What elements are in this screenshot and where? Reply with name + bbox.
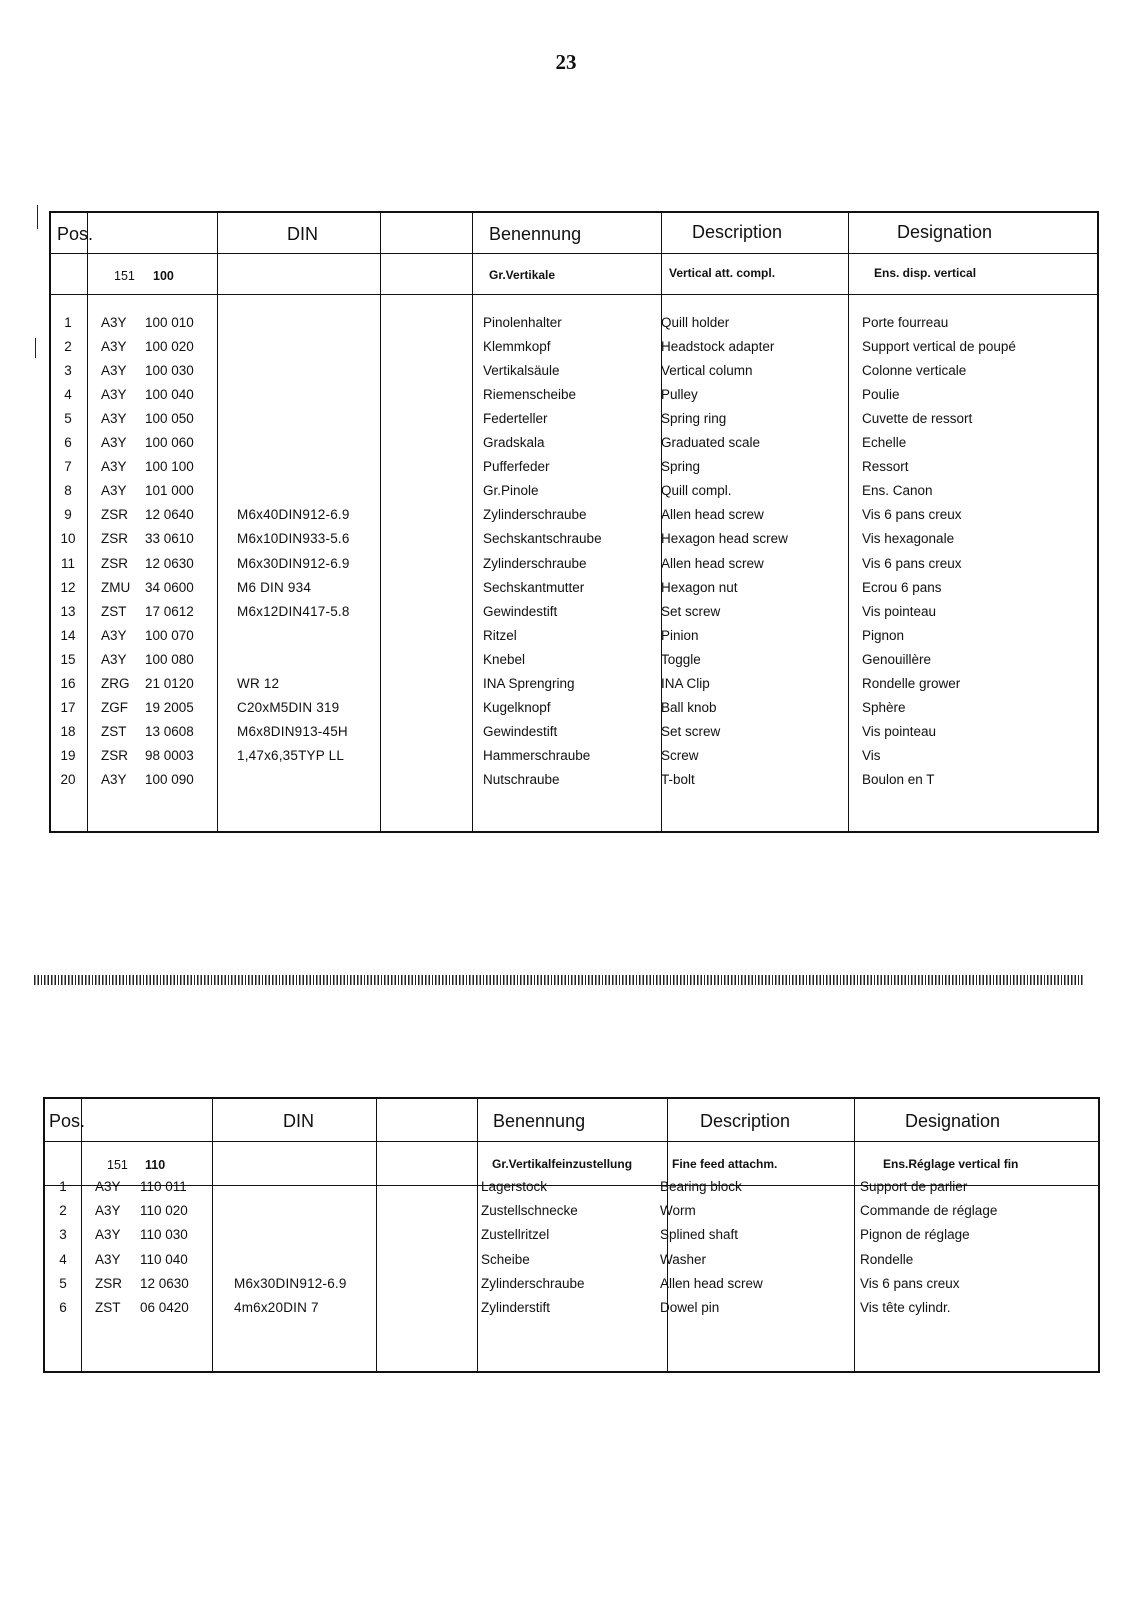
parts-table-151-110: [43, 1097, 1100, 1373]
group-benennung: Gr.Vertikalfeinzustellung: [492, 1157, 633, 1171]
col-header-din: DIN: [283, 1111, 314, 1131]
pos-cell: 6: [59, 1300, 67, 1315]
part-prefix: ZSR: [101, 507, 128, 523]
benennung: Knebel: [483, 651, 526, 667]
description: Allen head screw: [660, 1275, 763, 1291]
designation: Vis: [862, 747, 881, 763]
designation: Commande de réglage: [860, 1203, 998, 1219]
din-spec: M6x30DIN912-6.9: [234, 1275, 347, 1291]
part-number: 33 0610: [145, 531, 194, 547]
pos-cell: 3: [64, 363, 72, 379]
part-prefix: A3Y: [101, 771, 127, 787]
benennung: Ritzel: [483, 627, 517, 643]
designation: Support vertical de poupé: [862, 339, 1016, 355]
part-prefix: ZST: [101, 723, 127, 739]
part-prefix: A3Y: [101, 339, 127, 355]
description: Quill compl.: [661, 483, 732, 499]
part-prefix: ZGF: [101, 699, 128, 715]
margin-mark: [37, 205, 38, 229]
pos-cell: 2: [59, 1203, 67, 1219]
din-spec: 1,47x6,35TYP LL: [237, 747, 345, 763]
designation: Pignon: [862, 627, 905, 643]
part-number: 21 0120: [145, 675, 194, 691]
part-number: 12 0630: [140, 1275, 189, 1291]
benennung: Nutschraube: [483, 771, 560, 787]
group-description: Vertical att. compl.: [669, 266, 776, 280]
description: Hexagon nut: [661, 579, 738, 595]
benennung: Pinolenhalter: [483, 315, 562, 330]
part-number: 34 0600: [145, 579, 194, 595]
col-header-description: Description: [700, 1111, 791, 1131]
benennung: Kugelknopf: [483, 699, 551, 715]
description: Graduated scale: [661, 435, 761, 451]
description: Screw: [661, 747, 699, 763]
part-prefix: ZSR: [101, 531, 128, 547]
pos-cell: 12: [60, 579, 76, 595]
description: Pinion: [661, 627, 699, 643]
din-spec: M6x40DIN912-6.9: [237, 507, 350, 523]
part-number: 100 040: [145, 387, 194, 403]
description: Headstock adapter: [661, 339, 775, 355]
part-prefix: A3Y: [101, 627, 127, 643]
part-prefix: ZSR: [101, 555, 128, 571]
pos-cell: 6: [64, 435, 72, 451]
part-number: 100 010: [145, 315, 194, 330]
description: Worm: [660, 1203, 696, 1219]
pos-cell: 1: [64, 315, 72, 330]
col-header-din: DIN: [287, 224, 318, 244]
part-prefix: A3Y: [95, 1227, 121, 1243]
benennung: Zylinderstift: [481, 1300, 551, 1315]
designation: Ecrou 6 pans: [862, 579, 942, 595]
col-header-pos: Pos.: [49, 1111, 86, 1131]
pos-cell: 3: [59, 1227, 67, 1243]
pos-cell: 5: [64, 411, 72, 427]
benennung: Gewindestift: [483, 723, 558, 739]
benennung: Lagerstock: [481, 1179, 548, 1194]
part-prefix: A3Y: [95, 1251, 121, 1267]
group-designation: Ens.Réglage vertical fin: [883, 1157, 1019, 1171]
description: Toggle: [661, 651, 701, 667]
benennung: Gradskala: [483, 435, 545, 451]
din-spec: M6x10DIN933-5.6: [237, 531, 350, 547]
part-prefix: A3Y: [101, 483, 127, 499]
description: Washer: [660, 1251, 707, 1267]
part-number: 100 030: [145, 363, 194, 379]
pos-cell: 9: [64, 507, 72, 523]
part-prefix: ZMU: [101, 579, 131, 595]
pos-cell: 1: [59, 1179, 67, 1194]
part-number: 100 020: [145, 339, 194, 355]
part-number: 110 011: [140, 1179, 187, 1194]
pos-cell: 16: [60, 675, 76, 691]
group-description: Fine feed attachm.: [672, 1157, 778, 1171]
pos-cell: 4: [59, 1251, 67, 1267]
pos-cell: 14: [60, 627, 76, 643]
din-spec: M6 DIN 934: [237, 579, 312, 595]
designation: Vis 6 pans creux: [860, 1275, 960, 1291]
pos-cell: 5: [59, 1275, 67, 1291]
din-spec: 4m6x20DIN 7: [234, 1300, 319, 1315]
designation: Vis pointeau: [862, 723, 937, 739]
designation: Vis hexagonale: [862, 531, 955, 547]
col-header-designation: Designation: [897, 222, 993, 242]
part-prefix: ZRG: [101, 675, 130, 691]
designation: Porte fourreau: [862, 315, 949, 330]
description: Spring ring: [661, 411, 727, 427]
benennung: Zylinderschraube: [481, 1275, 585, 1291]
part-number: 06 0420: [140, 1300, 189, 1315]
part-prefix: A3Y: [101, 651, 127, 667]
part-prefix: A3Y: [101, 435, 127, 451]
designation: Pignon de réglage: [860, 1227, 970, 1243]
part-prefix: ZST: [95, 1300, 121, 1315]
benennung: Gr.Pinole: [483, 483, 539, 499]
group-designation: Ens. disp. vertical: [874, 266, 977, 280]
designation: Sphère: [862, 699, 906, 715]
col-header-description: Description: [692, 222, 783, 242]
pos-cell: 13: [60, 603, 76, 619]
benennung: Zylinderschraube: [483, 555, 587, 571]
benennung: Zylinderschraube: [483, 507, 587, 523]
col-header-benennung: Benennung: [489, 224, 582, 244]
designation: Echelle: [862, 435, 907, 451]
designation: Poulie: [862, 387, 900, 403]
pos-cell: 8: [64, 483, 72, 499]
designation: Boulon en T: [862, 771, 935, 787]
part-prefix: ZSR: [101, 747, 128, 763]
pos-cell: 20: [60, 771, 76, 787]
part-number: 100 070: [145, 627, 194, 643]
designation: Support de parlier: [860, 1179, 968, 1194]
part-prefix: ZST: [101, 603, 127, 619]
pos-cell: 15: [60, 651, 76, 667]
designation: Rondelle grower: [862, 675, 961, 691]
group-code: 151: [107, 1158, 128, 1172]
designation: Ens. Canon: [862, 483, 933, 499]
perforation-divider: [34, 975, 1084, 985]
designation: Colonne verticale: [862, 363, 967, 379]
designation: Vis pointeau: [862, 603, 937, 619]
part-number: 13 0608: [145, 723, 194, 739]
group-benennung: Gr.Vertikale: [489, 268, 556, 282]
part-number: 100 080: [145, 651, 194, 667]
designation: Genouillère: [862, 651, 932, 667]
description: Spring: [661, 459, 701, 475]
part-number: 100 090: [145, 771, 194, 787]
designation: Rondelle: [860, 1251, 914, 1267]
benennung: Federteller: [483, 411, 548, 427]
part-prefix: A3Y: [101, 363, 127, 379]
benennung: Vertikalsäule: [483, 363, 560, 379]
pos-cell: 18: [60, 723, 76, 739]
part-prefix: ZSR: [95, 1275, 122, 1291]
designation: Ressort: [862, 459, 909, 475]
din-spec: M6x8DIN913-45H: [237, 723, 348, 739]
benennung: Hammerschraube: [483, 747, 591, 763]
description: T-bolt: [661, 771, 695, 787]
description: INA Clip: [661, 675, 710, 691]
description: Set screw: [661, 723, 721, 739]
benennung: Riemenscheibe: [483, 387, 577, 403]
group-code: 151: [114, 269, 135, 283]
parts-table-151-100: [49, 211, 1099, 833]
benennung: Klemmkopf: [483, 339, 551, 355]
pos-cell: 11: [60, 555, 75, 571]
group-number: 100: [153, 269, 174, 283]
margin-mark: [35, 338, 36, 358]
part-prefix: A3Y: [95, 1203, 121, 1219]
pos-cell: 17: [60, 699, 76, 715]
benennung: Sechskantschraube: [483, 531, 602, 547]
description: Dowel pin: [660, 1300, 720, 1315]
part-prefix: A3Y: [101, 411, 127, 427]
part-prefix: A3Y: [101, 387, 127, 403]
part-number: 98 0003: [145, 747, 194, 763]
col-header-benennung: Benennung: [493, 1111, 586, 1131]
benennung: Pufferfeder: [483, 459, 550, 475]
description: Allen head screw: [661, 507, 764, 523]
benennung: INA Sprengring: [483, 675, 575, 691]
group-number: 110: [145, 1158, 166, 1172]
din-spec: M6x30DIN912-6.9: [237, 555, 350, 571]
part-number: 12 0640: [145, 507, 194, 523]
part-number: 110 040: [140, 1251, 188, 1267]
designation: Vis 6 pans creux: [862, 507, 962, 523]
part-number: 19 2005: [145, 699, 194, 715]
part-prefix: A3Y: [101, 459, 127, 475]
part-number: 100 100: [145, 459, 194, 475]
benennung: Zustellritzel: [481, 1227, 550, 1243]
part-number: 110 020: [140, 1203, 188, 1219]
description: Bearing block: [660, 1179, 742, 1194]
pos-cell: 7: [64, 459, 72, 475]
description: Ball knob: [661, 699, 717, 715]
part-number: 100 050: [145, 411, 194, 427]
benennung: Gewindestift: [483, 603, 558, 619]
benennung: Sechskantmutter: [483, 579, 585, 595]
part-number: 17 0612: [145, 603, 194, 619]
designation: Cuvette de ressort: [862, 411, 973, 427]
description: Quill holder: [661, 315, 730, 330]
part-prefix: A3Y: [101, 315, 127, 330]
description: Hexagon head screw: [661, 531, 788, 547]
part-number: 110 030: [140, 1227, 188, 1243]
part-number: 101 000: [145, 483, 194, 499]
benennung: Scheibe: [481, 1251, 530, 1267]
din-spec: M6x12DIN417-5.8: [237, 603, 350, 619]
din-spec: WR 12: [237, 675, 280, 691]
benennung: Zustellschnecke: [481, 1203, 578, 1219]
din-spec: C20xM5DIN 319: [237, 699, 340, 715]
designation: Vis 6 pans creux: [862, 555, 962, 571]
part-number: 12 0630: [145, 555, 194, 571]
designation: Vis tête cylindr.: [860, 1300, 951, 1315]
description: Pulley: [661, 387, 698, 403]
description: Vertical column: [661, 363, 753, 379]
description: Splined shaft: [660, 1227, 739, 1243]
pos-cell: 19: [60, 747, 76, 763]
part-prefix: A3Y: [95, 1179, 121, 1194]
description: Allen head screw: [661, 555, 764, 571]
pos-cell: 4: [64, 387, 72, 403]
pos-cell: 10: [60, 531, 76, 547]
page-number: 23: [555, 50, 577, 74]
part-number: 100 060: [145, 435, 194, 451]
col-header-pos: Pos.: [57, 224, 94, 244]
col-header-designation: Designation: [905, 1111, 1001, 1131]
description: Set screw: [661, 603, 721, 619]
pos-cell: 2: [64, 339, 72, 355]
